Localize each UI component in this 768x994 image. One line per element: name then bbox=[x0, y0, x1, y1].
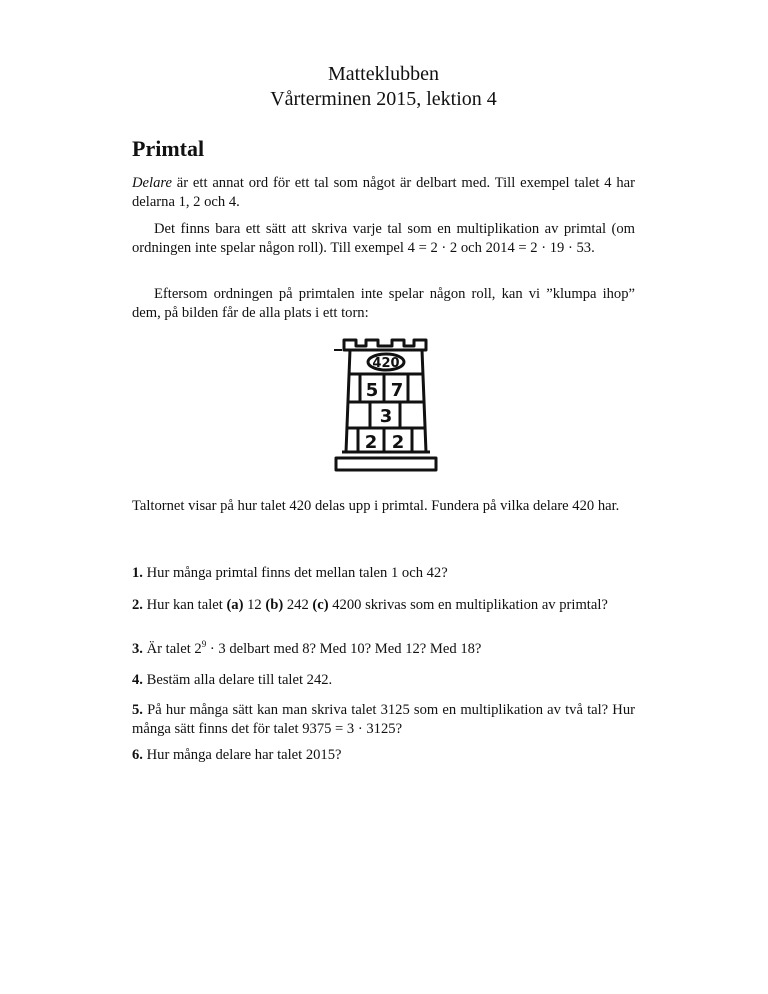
number-tower-illustration bbox=[334, 332, 440, 476]
problem-1 bbox=[132, 564, 635, 583]
math-9375: 9375 = 3 · 3125 bbox=[302, 721, 396, 737]
section-title: Primtal bbox=[132, 136, 205, 161]
paragraph-delare-text: är ett annat ord för ett tal som något är delbart med. Till exempel talet 4 har delarna 1, 2 och 4. bbox=[132, 175, 635, 210]
problem-text: · 3 delbart med 8? Med 10? Med 12? Med 18? bbox=[206, 641, 482, 657]
term-delare: Delare bbox=[132, 175, 172, 191]
tower-top-number: 420 bbox=[372, 356, 400, 371]
tower-cell: 7 bbox=[390, 380, 404, 401]
tower-cell: 2 bbox=[364, 432, 378, 453]
problem-text: som en multiplikation av två tal? Hur många sätt finns det för talet bbox=[132, 702, 636, 737]
problem-number: 1. bbox=[132, 565, 143, 581]
tower-cell: 5 bbox=[365, 380, 379, 401]
problem-6 bbox=[132, 746, 635, 765]
paragraph-tower-explanation: Taltornet visar på hur talet 420 delas upp i primtal. Fundera på vilka delare 420 har. bbox=[132, 498, 620, 514]
math-3125: 3125 bbox=[380, 702, 410, 718]
math-2014: 2014 = 2 · 19 · 53 bbox=[485, 240, 592, 256]
paragraph-factorization bbox=[132, 220, 635, 258]
problem-number: 2. bbox=[132, 597, 143, 613]
problem-5 bbox=[132, 701, 635, 739]
header-subtitle: Vårterminen 2015, lektion 4 bbox=[270, 88, 497, 110]
problem-3 bbox=[132, 640, 635, 659]
problem-text: Bestäm alla delare till talet 242. bbox=[142, 672, 333, 688]
problem-text: Hur kan talet bbox=[142, 597, 227, 613]
document-header bbox=[132, 62, 635, 112]
problem-text: På hur många sätt kan man skriva talet bbox=[142, 702, 381, 718]
problem-text: 12 bbox=[243, 597, 266, 613]
math-4: 4 = 2 · 2 bbox=[407, 240, 458, 256]
problem-text: Hur många primtal finns det mellan talen 1 och 42? bbox=[142, 565, 448, 581]
problem-text: Hur många delare har talet 2015? bbox=[142, 747, 342, 763]
part-b-label: (b) bbox=[265, 597, 284, 613]
problem-number: 5. bbox=[132, 702, 143, 718]
problem-number: 6. bbox=[132, 747, 143, 763]
part-c-label: (c) bbox=[312, 597, 329, 613]
tower-cell: 3 bbox=[379, 406, 393, 427]
problem-text: ? bbox=[395, 721, 403, 737]
paragraph-delare bbox=[132, 174, 635, 212]
paragraph-factorization-text-c: . bbox=[591, 240, 595, 256]
paragraph-factorization-text-a: Det finns bara ett sätt att skriva varje tal som en multiplikation av primtal (om ordningen inte spelar någon roll). Till exempel bbox=[132, 221, 635, 256]
problem-number: 3. bbox=[132, 641, 143, 657]
math-exponent: 9 bbox=[201, 639, 207, 650]
problem-text: 242 bbox=[283, 597, 313, 613]
part-a-label: (a) bbox=[226, 597, 244, 613]
math-base: 2 bbox=[194, 641, 202, 657]
problem-4 bbox=[132, 671, 635, 690]
paragraph-tower-intro: Eftersom ordningen på primtalen inte spelar någon roll, kan vi ”klumpa ihop” dem, på bilden får de alla plats i ett torn: bbox=[132, 286, 635, 321]
problem-text: Är talet bbox=[142, 641, 195, 657]
paragraph-factorization-text-b: och bbox=[457, 240, 486, 256]
problem-2 bbox=[132, 596, 635, 615]
problem-text: 4200 skrivas som en multiplikation av primtal? bbox=[328, 597, 608, 613]
tower-cell: 2 bbox=[391, 432, 405, 453]
header-title: Matteklubben bbox=[327, 63, 440, 85]
problem-number: 4. bbox=[132, 672, 143, 688]
